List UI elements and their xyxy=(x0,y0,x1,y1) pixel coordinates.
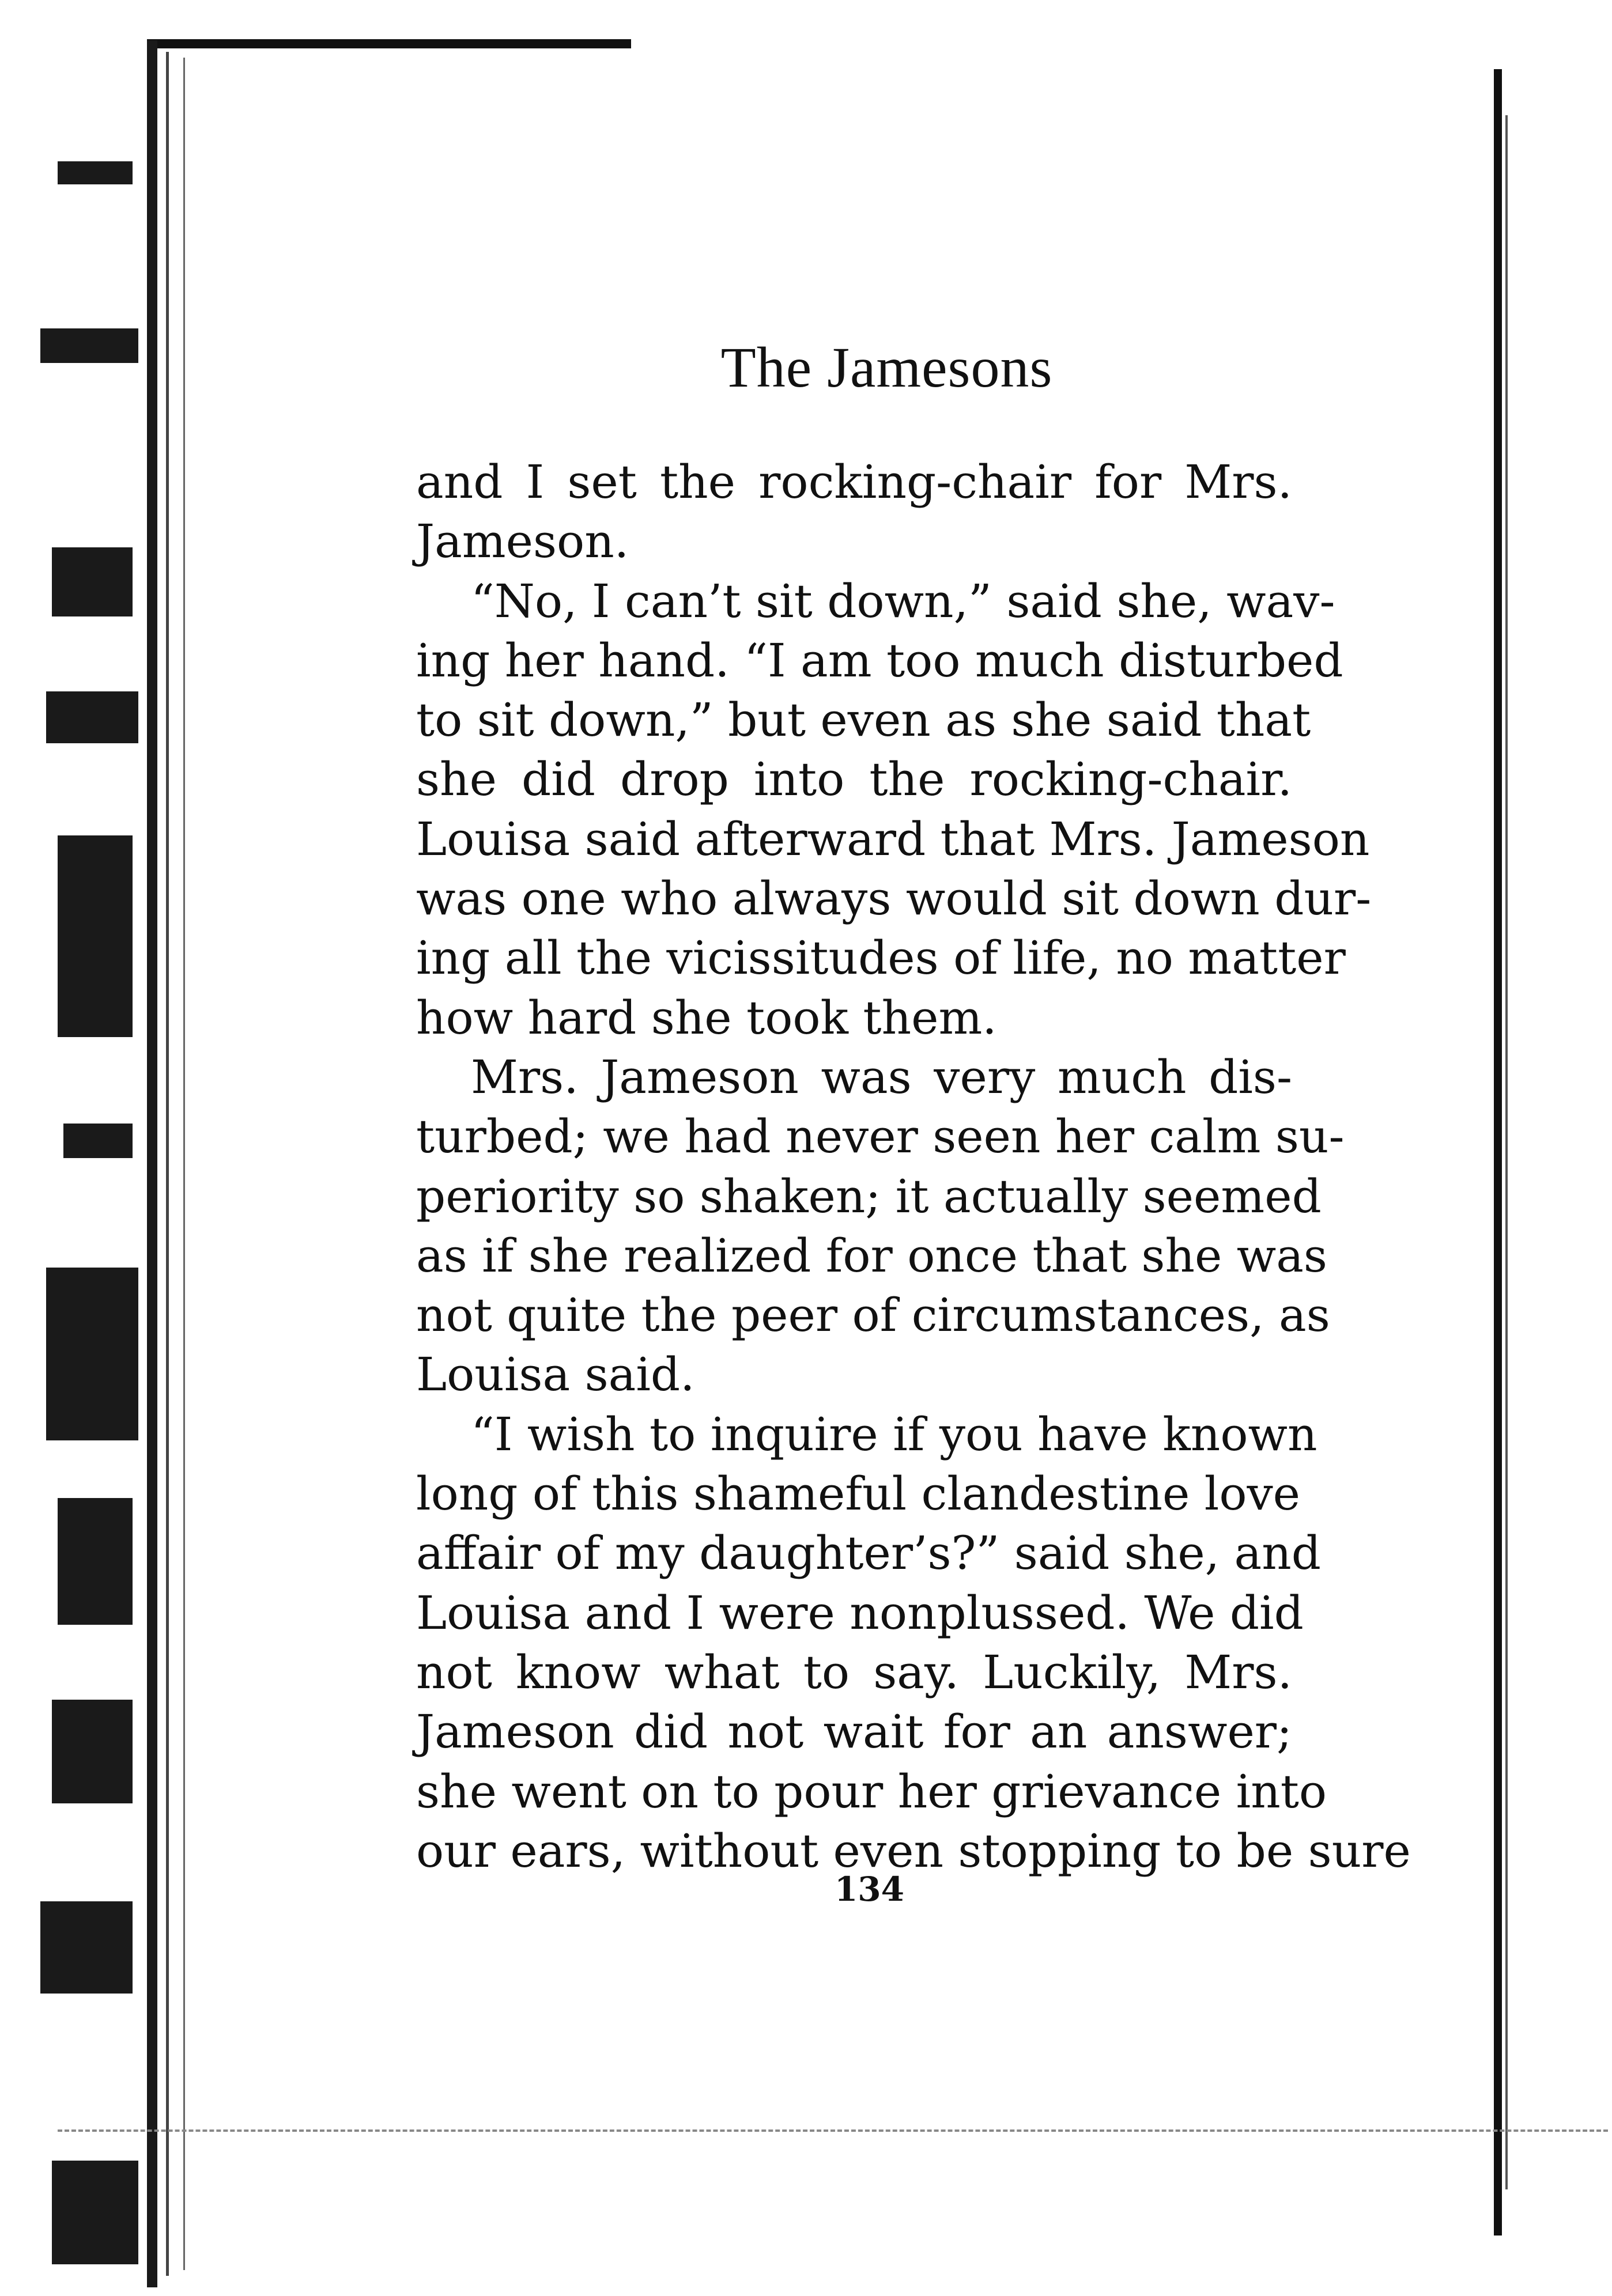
text-line: Mrs. Jameson was very much dis- xyxy=(471,1050,1292,1104)
running-head: The Jamesons xyxy=(720,335,1053,399)
text-line: “No, I can’t sit down,” said she, wav- xyxy=(471,574,1335,628)
text-line: ing her hand. “I am too much disturbed xyxy=(416,633,1343,687)
text-line: long of this shameful clandestine love xyxy=(416,1467,1301,1521)
text-line: Louisa said afterward that Mrs. Jameson xyxy=(416,812,1370,866)
scan-bottom-dash xyxy=(58,2129,1608,2132)
text-line: was one who always would sit down dur- xyxy=(416,872,1372,926)
text-line: periority so shaken; it actually seemed xyxy=(416,1169,1322,1223)
body-text xyxy=(416,452,1411,1881)
page-number: 134 xyxy=(834,1870,905,1909)
text-line: and I set the rocking-chair for Mrs. xyxy=(416,455,1292,509)
text-line: Louisa said. xyxy=(416,1348,695,1402)
text-line: she did drop into the rocking-chair. xyxy=(416,752,1292,807)
scan-top-rule xyxy=(147,39,631,48)
text-line: not know what to say. Luckily, Mrs. xyxy=(416,1645,1292,1699)
text-line: affair of my daughter’s?” said she, and xyxy=(416,1526,1321,1580)
scan-left-noise xyxy=(35,86,138,2276)
text-line: she went on to pour her grievance into xyxy=(416,1764,1327,1818)
text-line: our ears, without even stopping to be sure xyxy=(416,1824,1411,1878)
text-line: “I wish to inquire if you have known xyxy=(471,1407,1317,1461)
text-line: not quite the peer of circumstances, as xyxy=(416,1288,1330,1342)
text-line: ing all the vicissitudes of life, no matter xyxy=(416,931,1346,985)
text-line: turbed; we had never seen her calm su- xyxy=(416,1110,1345,1164)
text-line: Jameson. xyxy=(416,515,629,569)
text-line: Louisa and I were nonplussed. We did xyxy=(416,1586,1304,1640)
text-line: as if she realized for once that she was xyxy=(416,1228,1327,1283)
text-line: Jameson did not wait for an answer; xyxy=(416,1705,1292,1759)
text-line: how hard she took them. xyxy=(416,990,997,1045)
text-line: to sit down,” but even as she said that xyxy=(416,693,1311,747)
